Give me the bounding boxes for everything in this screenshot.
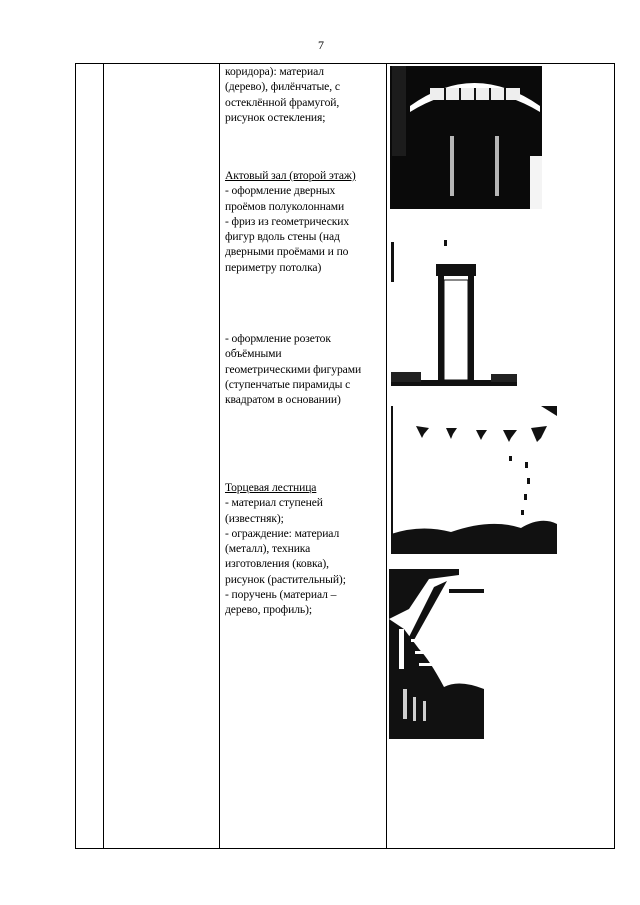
description-assembly-hall: [225, 168, 385, 275]
text-line: (металл), техника: [225, 542, 311, 556]
photo-end-staircase: [389, 569, 484, 739]
column-divider-1: [103, 64, 104, 848]
document-table: [75, 63, 615, 849]
text-line: - оформление дверных: [225, 184, 336, 198]
text-line: квадратом в основании): [225, 393, 341, 407]
photo-corridor-door-transom: [390, 66, 558, 209]
text-line: изготовления (ковка),: [225, 557, 329, 571]
text-line: дерево, профиль);: [225, 603, 312, 617]
photo-assembly-hall-doorway: [391, 240, 517, 392]
text-line: - ограждение: материал: [225, 526, 340, 540]
text-line: периметру потолка): [225, 260, 322, 274]
text-line: рисунок (растительный);: [225, 572, 346, 586]
text-line: проёмов полуколоннами: [225, 199, 345, 213]
column-divider-2: [219, 64, 220, 848]
description-rosettes: [225, 331, 385, 407]
text-line: дверными проёмами и по: [225, 245, 349, 259]
text-line: (дерево), филёнчатые, с: [225, 80, 340, 94]
text-line: геометрическими фигурами: [225, 362, 362, 376]
text-line: (ступенчатые пирамиды с: [225, 377, 351, 391]
page-number: 7: [318, 38, 324, 52]
text-line: - материал ступеней: [225, 496, 323, 510]
text-line: - поручень (материал –: [225, 588, 337, 602]
text-line: рисунок остекления;: [225, 110, 326, 124]
section-heading: Актовый зал (второй этаж): [225, 169, 356, 182]
description-corridor-doors: [225, 64, 385, 125]
photo-ceiling-rosettes: [391, 406, 557, 554]
section-heading: Торцевая лестница: [225, 481, 317, 494]
text-line: фигур вдоль стены (над: [225, 230, 340, 244]
column-divider-3: [386, 64, 387, 848]
text-line: коридора): материал: [225, 65, 324, 78]
text-line: - фриз из геометрических: [225, 214, 350, 228]
description-end-staircase: [225, 480, 385, 618]
text-line: остеклённой фрамугой,: [225, 95, 340, 109]
text-line: (известняк);: [225, 511, 284, 525]
text-line: объёмными: [225, 347, 282, 361]
text-line: - оформление розеток: [225, 332, 331, 345]
